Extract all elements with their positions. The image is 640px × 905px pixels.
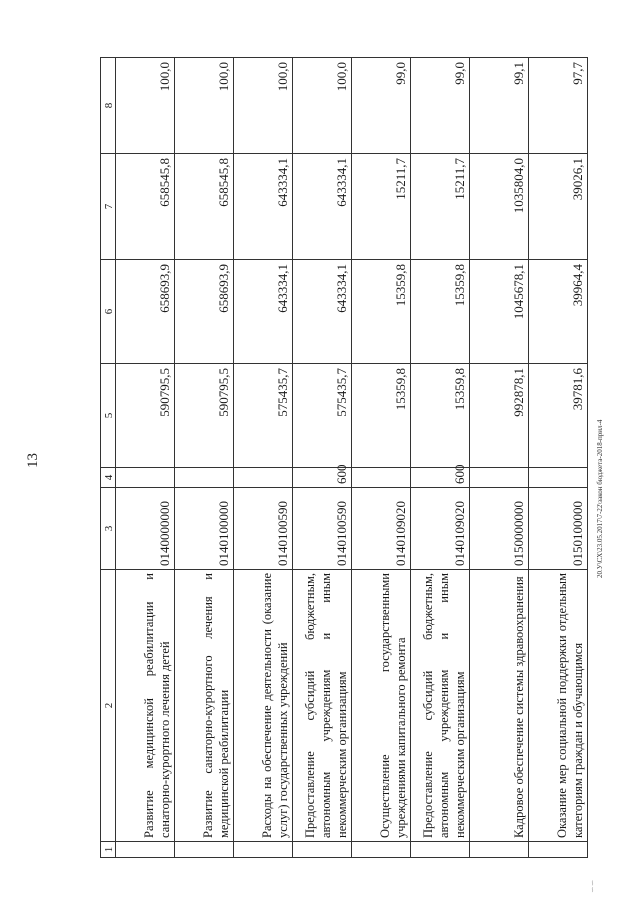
row-value-6: 15359,8	[411, 260, 470, 364]
row-value-7: 658545,8	[175, 154, 234, 260]
row-value-7: 15211,7	[411, 154, 470, 260]
row-name: Расходы на обеспечение деятельности (оказание услуг) государственных учреждений	[234, 570, 293, 842]
row-kind	[529, 468, 588, 488]
row-value-5: 39781,6	[529, 364, 588, 468]
row-index-cell	[293, 842, 352, 858]
page-number: 13	[25, 453, 41, 468]
row-index-cell	[470, 842, 529, 858]
row-kind	[116, 468, 175, 488]
row-value-6: 643334,1	[234, 260, 293, 364]
row-kind	[234, 468, 293, 488]
row-index-cell	[175, 842, 234, 858]
row-value-5: 575435,7	[293, 364, 352, 468]
row-value-8: 100,0	[234, 58, 293, 154]
row-value-5: 15359,8	[352, 364, 411, 468]
row-kind	[470, 468, 529, 488]
table-row	[175, 58, 234, 858]
row-kind	[175, 468, 234, 488]
row-code: 0140109020	[352, 488, 411, 570]
col-header-4: 4	[101, 468, 116, 488]
row-value-5: 590795,5	[116, 364, 175, 468]
row-value-6: 658693,9	[175, 260, 234, 364]
row-value-6: 39964,4	[529, 260, 588, 364]
header-row	[101, 58, 116, 858]
table-row	[293, 58, 352, 858]
col-header-7: 7	[101, 154, 116, 260]
row-value-5: 15359,8	[411, 364, 470, 468]
row-value-8: 99,1	[470, 58, 529, 154]
row-name: Развитие санаторно-курортного лечения и медицинской реабилитации	[175, 570, 234, 842]
row-code: 0140100590	[234, 488, 293, 570]
row-index-cell	[116, 842, 175, 858]
row-kind: 600	[293, 468, 352, 488]
budget-table	[100, 57, 588, 858]
row-value-8: 100,0	[293, 58, 352, 154]
row-code: 0140109020	[411, 488, 470, 570]
row-code: 0140100590	[293, 488, 352, 570]
row-value-8: 99,0	[411, 58, 470, 154]
table-row	[470, 58, 529, 858]
row-index-cell	[529, 842, 588, 858]
table-row	[411, 58, 470, 858]
row-value-8: 97,7	[529, 58, 588, 154]
row-code: 0140000000	[116, 488, 175, 570]
row-value-6: 643334,1	[293, 260, 352, 364]
row-value-7: 15211,7	[352, 154, 411, 260]
corner-mark: ∽∽	[588, 879, 597, 893]
table-row	[116, 58, 175, 858]
row-code: 0150000000	[470, 488, 529, 570]
row-value-8: 99,0	[352, 58, 411, 154]
row-name: Осуществление государственными учреждениями капитального ремонта	[352, 570, 411, 842]
row-code: 0150100000	[529, 488, 588, 570]
row-value-7: 643334,1	[293, 154, 352, 260]
row-value-5: 575435,7	[234, 364, 293, 468]
row-kind: 600	[411, 468, 470, 488]
footer-file-path: 20.У\СХ\23.05.2017\7-22\закон бюджета-2018-прил-4	[596, 419, 604, 578]
row-value-6: 15359,8	[352, 260, 411, 364]
row-value-6: 658693,9	[116, 260, 175, 364]
row-value-5: 590795,5	[175, 364, 234, 468]
table-row	[234, 58, 293, 858]
row-name: Предоставление субсидий бюджетным, автономным учреждениям и иным некоммерческим организациям	[411, 570, 470, 842]
row-name: Кадровое обеспечение системы здравоохранения	[470, 570, 529, 842]
row-name: Оказание мер социальной поддержки отдельным категориям граждан и обучающимся	[529, 570, 588, 842]
col-header-6: 6	[101, 260, 116, 364]
col-header-8: 8	[101, 58, 116, 154]
row-value-6: 1045678,1	[470, 260, 529, 364]
table-row	[352, 58, 411, 858]
row-index-cell	[352, 842, 411, 858]
row-index-cell	[411, 842, 470, 858]
row-value-8: 100,0	[175, 58, 234, 154]
row-value-7: 658545,8	[116, 154, 175, 260]
row-value-7: 39026,1	[529, 154, 588, 260]
row-value-8: 100,0	[116, 58, 175, 154]
rotated-table-container	[100, 58, 586, 858]
row-value-7: 1035804,0	[470, 154, 529, 260]
row-kind	[352, 468, 411, 488]
row-code: 0140100000	[175, 488, 234, 570]
col-header-5: 5	[101, 364, 116, 468]
row-value-5: 992878,1	[470, 364, 529, 468]
col-header-2: 2	[101, 570, 116, 842]
row-name: Предоставление субсидий бюджетным, автономным учреждениям и иным некоммерческим организациям	[293, 570, 352, 842]
col-header-1: 1	[101, 842, 116, 858]
col-header-3: 3	[101, 488, 116, 570]
row-name: Развитие медицинской реабилитации и санаторно-курортного лечения детей	[116, 570, 175, 842]
table-row	[529, 58, 588, 858]
row-value-7: 643334,1	[234, 154, 293, 260]
row-index-cell	[234, 842, 293, 858]
